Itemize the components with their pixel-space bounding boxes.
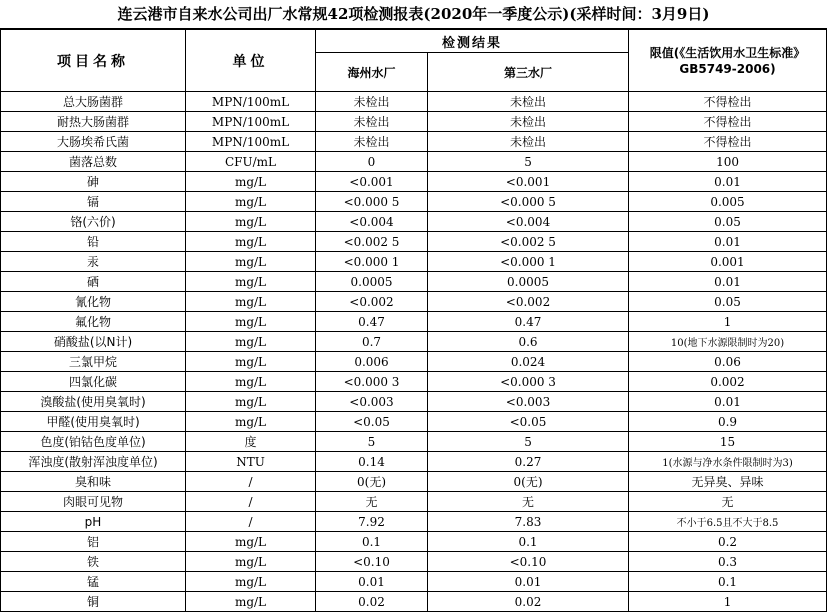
item-name-cell: 耐热大肠菌群 bbox=[1, 112, 186, 132]
item-name-cell: 菌落总数 bbox=[1, 152, 186, 172]
limit-value-cell: 0.01 bbox=[629, 232, 827, 252]
table-row bbox=[1, 132, 827, 152]
third-plant-value-cell: 0.1 bbox=[428, 532, 629, 552]
haizhou-value-cell: 0.14 bbox=[316, 452, 428, 472]
report-title: 连云港市自来水公司出厂水常规42项检测报表(2020年一季度公示)(采样时间：3月9日) bbox=[0, 0, 827, 29]
limit-value-cell: 1 bbox=[629, 592, 827, 612]
item-name-cell: 臭和味 bbox=[1, 472, 186, 492]
limit-value-cell: 0.1 bbox=[629, 572, 827, 592]
haizhou-value-cell: <0.000 5 bbox=[316, 192, 428, 212]
item-name-cell: 总大肠菌群 bbox=[1, 92, 186, 112]
item-name-cell: 铜 bbox=[1, 592, 186, 612]
haizhou-value-cell: 0.47 bbox=[316, 312, 428, 332]
table-row bbox=[1, 392, 827, 412]
item-name-cell: 肉眼可见物 bbox=[1, 492, 186, 512]
limit-value-cell: 无 bbox=[629, 492, 827, 512]
third-plant-value-cell: 0.0005 bbox=[428, 272, 629, 292]
unit-cell: mg/L bbox=[186, 552, 316, 572]
third-plant-value-cell: <0.001 bbox=[428, 172, 629, 192]
item-name-cell: 锰 bbox=[1, 572, 186, 592]
haizhou-value-cell: <0.10 bbox=[316, 552, 428, 572]
third-plant-value-cell: <0.003 bbox=[428, 392, 629, 412]
unit-cell: mg/L bbox=[186, 412, 316, 432]
unit-cell: MPN/100mL bbox=[186, 132, 316, 152]
limit-value-cell: 不小于6.5且不大于8.5 bbox=[629, 512, 827, 532]
item-name-cell: 氰化物 bbox=[1, 292, 186, 312]
unit-cell: CFU/mL bbox=[186, 152, 316, 172]
item-name-cell: 溴酸盐(使用臭氧时) bbox=[1, 392, 186, 412]
unit-cell: mg/L bbox=[186, 392, 316, 412]
third-plant-value-cell: 0.02 bbox=[428, 592, 629, 612]
limit-value-cell: 0.05 bbox=[629, 212, 827, 232]
table-row bbox=[1, 572, 827, 592]
table-body bbox=[1, 92, 827, 612]
item-name-cell: pH bbox=[1, 512, 186, 532]
table-row bbox=[1, 212, 827, 232]
limit-value-cell: 0.005 bbox=[629, 192, 827, 212]
item-name-cell: 铁 bbox=[1, 552, 186, 572]
table-row bbox=[1, 492, 827, 512]
limit-value-cell: 0.05 bbox=[629, 292, 827, 312]
header-unit: 单位 bbox=[186, 30, 316, 92]
limit-value-cell: 0.002 bbox=[629, 372, 827, 392]
item-name-cell: 铝 bbox=[1, 532, 186, 552]
haizhou-value-cell: 0.0005 bbox=[316, 272, 428, 292]
third-plant-value-cell: 0(无) bbox=[428, 472, 629, 492]
third-plant-value-cell: 无 bbox=[428, 492, 629, 512]
unit-cell: 度 bbox=[186, 432, 316, 452]
table-row bbox=[1, 112, 827, 132]
limit-value-cell: 1(水源与净水条件限制时为3) bbox=[629, 452, 827, 472]
table-row bbox=[1, 152, 827, 172]
unit-cell: MPN/100mL bbox=[186, 112, 316, 132]
third-plant-value-cell: <0.000 1 bbox=[428, 252, 629, 272]
table-row bbox=[1, 332, 827, 352]
item-name-cell: 硝酸盐(以N计) bbox=[1, 332, 186, 352]
limit-value-cell: 0.01 bbox=[629, 172, 827, 192]
haizhou-value-cell: 0.7 bbox=[316, 332, 428, 352]
limit-value-cell: 无异臭、异味 bbox=[629, 472, 827, 492]
table-row bbox=[1, 512, 827, 532]
haizhou-value-cell: 未检出 bbox=[316, 92, 428, 112]
item-name-cell: 硒 bbox=[1, 272, 186, 292]
item-name-cell: 色度(铂钴色度单位) bbox=[1, 432, 186, 452]
haizhou-value-cell: 未检出 bbox=[316, 112, 428, 132]
limit-value-cell: 100 bbox=[629, 152, 827, 172]
unit-cell: mg/L bbox=[186, 172, 316, 192]
item-name-cell: 汞 bbox=[1, 252, 186, 272]
table-row bbox=[1, 292, 827, 312]
haizhou-value-cell: 0(无) bbox=[316, 472, 428, 492]
item-name-cell: 镉 bbox=[1, 192, 186, 212]
unit-cell: NTU bbox=[186, 452, 316, 472]
unit-cell: mg/L bbox=[186, 572, 316, 592]
third-plant-value-cell: <0.10 bbox=[428, 552, 629, 572]
item-name-cell: 砷 bbox=[1, 172, 186, 192]
item-name-cell: 三氯甲烷 bbox=[1, 352, 186, 372]
haizhou-value-cell: <0.000 1 bbox=[316, 252, 428, 272]
third-plant-value-cell: 0.024 bbox=[428, 352, 629, 372]
table-row bbox=[1, 232, 827, 252]
item-name-cell: 甲醛(使用臭氧时) bbox=[1, 412, 186, 432]
item-name-cell: 浑浊度(散射浑浊度单位) bbox=[1, 452, 186, 472]
table-row bbox=[1, 472, 827, 492]
table-row bbox=[1, 192, 827, 212]
table-row bbox=[1, 372, 827, 392]
limit-value-cell: 0.3 bbox=[629, 552, 827, 572]
table-row bbox=[1, 312, 827, 332]
limit-value-cell: 0.9 bbox=[629, 412, 827, 432]
haizhou-value-cell: 7.92 bbox=[316, 512, 428, 532]
third-plant-value-cell: <0.000 3 bbox=[428, 372, 629, 392]
third-plant-value-cell: 0.47 bbox=[428, 312, 629, 332]
header-item-name: 项目名称 bbox=[1, 30, 186, 92]
table-row bbox=[1, 412, 827, 432]
third-plant-value-cell: 7.83 bbox=[428, 512, 629, 532]
haizhou-value-cell: 未检出 bbox=[316, 132, 428, 152]
third-plant-value-cell: 未检出 bbox=[428, 112, 629, 132]
haizhou-value-cell: 0.02 bbox=[316, 592, 428, 612]
unit-cell: mg/L bbox=[186, 292, 316, 312]
haizhou-value-cell: 0.006 bbox=[316, 352, 428, 372]
unit-cell: mg/L bbox=[186, 232, 316, 252]
third-plant-value-cell: <0.002 bbox=[428, 292, 629, 312]
unit-cell: mg/L bbox=[186, 252, 316, 272]
unit-cell: mg/L bbox=[186, 332, 316, 352]
unit-cell: mg/L bbox=[186, 372, 316, 392]
table-row bbox=[1, 352, 827, 372]
third-plant-value-cell: <0.004 bbox=[428, 212, 629, 232]
haizhou-value-cell: <0.001 bbox=[316, 172, 428, 192]
third-plant-value-cell: <0.000 5 bbox=[428, 192, 629, 212]
unit-cell: MPN/100mL bbox=[186, 92, 316, 112]
third-plant-value-cell: 5 bbox=[428, 152, 629, 172]
item-name-cell: 大肠埃希氏菌 bbox=[1, 132, 186, 152]
haizhou-value-cell: 0.01 bbox=[316, 572, 428, 592]
limit-value-cell: 10(地下水源限制时为20) bbox=[629, 332, 827, 352]
table-row bbox=[1, 432, 827, 452]
item-name-cell: 铅 bbox=[1, 232, 186, 252]
third-plant-value-cell: 0.01 bbox=[428, 572, 629, 592]
header-plant-haizhou: 海州水厂 bbox=[316, 53, 428, 92]
haizhou-value-cell: <0.004 bbox=[316, 212, 428, 232]
limit-value-cell: 0.2 bbox=[629, 532, 827, 552]
table-row bbox=[1, 552, 827, 572]
unit-cell: mg/L bbox=[186, 312, 316, 332]
limit-value-cell: 0.01 bbox=[629, 272, 827, 292]
table-row bbox=[1, 252, 827, 272]
unit-cell: mg/L bbox=[186, 192, 316, 212]
header-plant-third: 第三水厂 bbox=[428, 53, 629, 92]
unit-cell: mg/L bbox=[186, 352, 316, 372]
haizhou-value-cell: <0.002 5 bbox=[316, 232, 428, 252]
unit-cell: mg/L bbox=[186, 532, 316, 552]
haizhou-value-cell: <0.003 bbox=[316, 392, 428, 412]
third-plant-value-cell: 未检出 bbox=[428, 92, 629, 112]
unit-cell: mg/L bbox=[186, 592, 316, 612]
unit-cell: / bbox=[186, 492, 316, 512]
third-plant-value-cell: <0.05 bbox=[428, 412, 629, 432]
header-limit: 限值(《生活饮用水卫生标准》GB5749-2006) bbox=[629, 30, 827, 92]
haizhou-value-cell: <0.002 bbox=[316, 292, 428, 312]
limit-value-cell: 0.001 bbox=[629, 252, 827, 272]
third-plant-value-cell: <0.002 5 bbox=[428, 232, 629, 252]
haizhou-value-cell: 5 bbox=[316, 432, 428, 452]
limit-value-cell: 15 bbox=[629, 432, 827, 452]
item-name-cell: 四氯化碳 bbox=[1, 372, 186, 392]
table-row bbox=[1, 452, 827, 472]
haizhou-value-cell: <0.05 bbox=[316, 412, 428, 432]
limit-value-cell: 1 bbox=[629, 312, 827, 332]
table-row bbox=[1, 272, 827, 292]
unit-cell: mg/L bbox=[186, 212, 316, 232]
third-plant-value-cell: 5 bbox=[428, 432, 629, 452]
water-quality-table bbox=[0, 29, 827, 612]
limit-value-cell: 0.06 bbox=[629, 352, 827, 372]
haizhou-value-cell: 无 bbox=[316, 492, 428, 512]
header-test-results: 检测结果 bbox=[316, 30, 629, 53]
limit-value-cell: 不得检出 bbox=[629, 92, 827, 112]
item-name-cell: 氟化物 bbox=[1, 312, 186, 332]
limit-value-cell: 不得检出 bbox=[629, 132, 827, 152]
item-name-cell: 铬(六价) bbox=[1, 212, 186, 232]
third-plant-value-cell: 0.27 bbox=[428, 452, 629, 472]
limit-value-cell: 不得检出 bbox=[629, 112, 827, 132]
haizhou-value-cell: 0 bbox=[316, 152, 428, 172]
unit-cell: mg/L bbox=[186, 272, 316, 292]
limit-value-cell: 0.01 bbox=[629, 392, 827, 412]
unit-cell: / bbox=[186, 512, 316, 532]
table-row bbox=[1, 532, 827, 552]
table-row bbox=[1, 92, 827, 112]
third-plant-value-cell: 未检出 bbox=[428, 132, 629, 152]
unit-cell: / bbox=[186, 472, 316, 492]
table-row bbox=[1, 172, 827, 192]
third-plant-value-cell: 0.6 bbox=[428, 332, 629, 352]
haizhou-value-cell: 0.1 bbox=[316, 532, 428, 552]
haizhou-value-cell: <0.000 3 bbox=[316, 372, 428, 392]
